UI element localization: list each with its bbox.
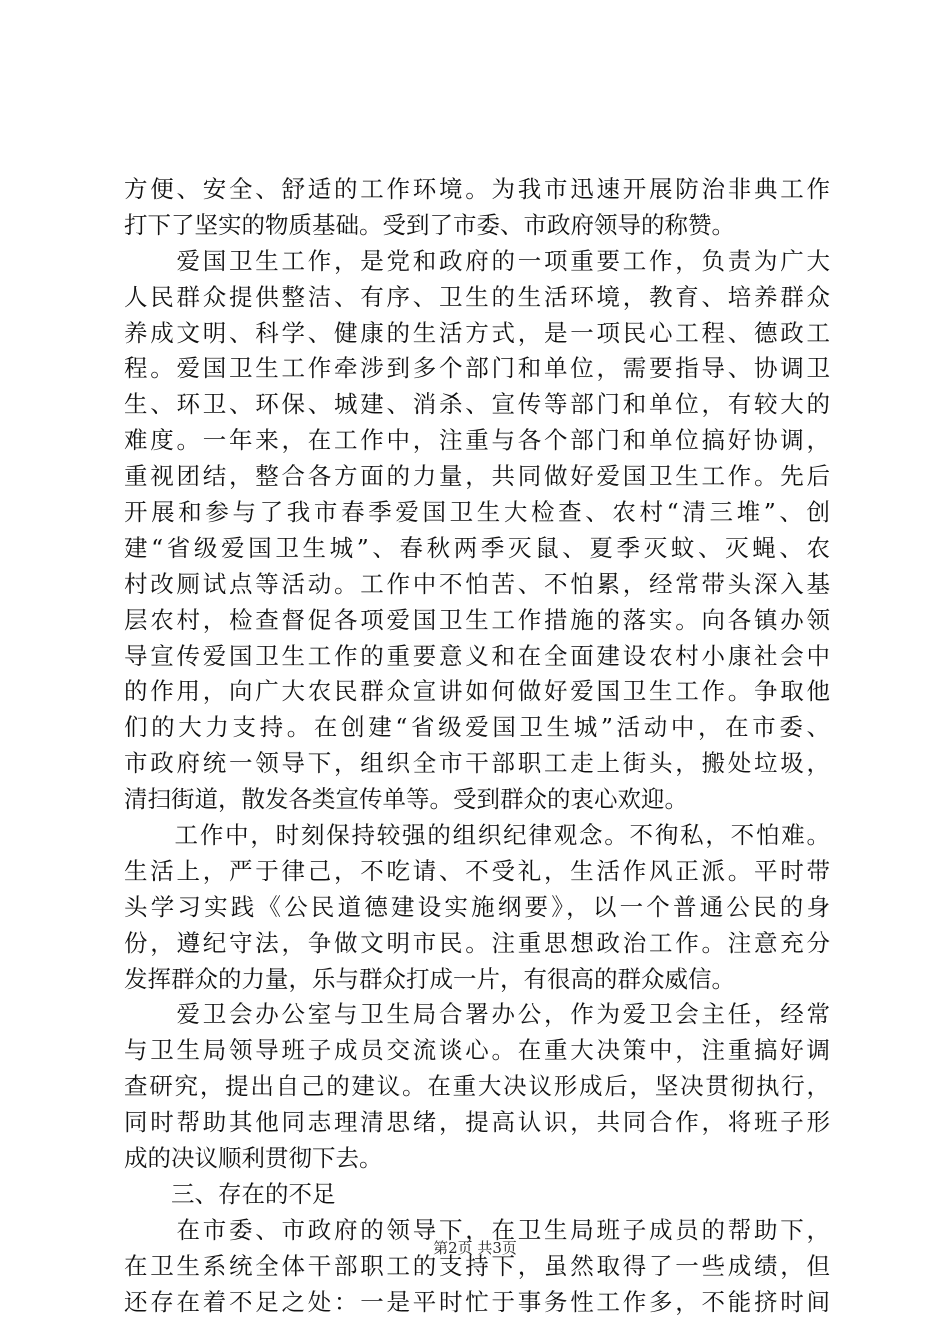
text-line: 难度。一年来，在工作中，注重与各个部门和单位搞好协调，	[124, 426, 830, 455]
text-line: 生活上，严于律己，不吃请、不受礼，生活作风正派。平时带	[124, 856, 830, 885]
text-line: 人民群众提供整洁、有序、卫生的生活环境，教育、培养群众	[124, 282, 830, 311]
text-line: 的作用，向广大农民群众宣讲如何做好爱国卫生工作。争取他	[124, 677, 830, 706]
text-line: 还存在着不足之处：一是平时忙于事务性工作多，不能挤时间	[124, 1287, 830, 1316]
text-line: 重视团结，整合各方面的力量，共同做好爱国卫生工作。先后	[124, 462, 830, 491]
text-line: 清扫街道，散发各类宣传单等。受到群众的衷心欢迎。	[124, 785, 688, 814]
text-line: 查研究，提出自己的建议。在重大决议形成后，坚决贯彻执行，	[124, 1072, 830, 1101]
text-line: 三、存在的不足	[124, 1179, 336, 1208]
text-line: 爱国卫生工作，是党和政府的一项重要工作，负责为广大	[124, 246, 830, 275]
text-line: 村改厕试点等活动。工作中不怕苦、不怕累，经常带头深入基	[124, 569, 830, 598]
text-line: 爱卫会办公室与卫生局合署办公，作为爱卫会主任，经常	[124, 1000, 830, 1029]
text-line: 与卫生局领导班子成员交流谈心。在重大决策中，注重搞好调	[124, 1036, 830, 1065]
text-line: 生、环卫、环保、城建、消杀、宣传等部门和单位，有较大的	[124, 390, 830, 419]
text-line: 养成文明、科学、健康的生活方式，是一项民心工程、德政工	[124, 318, 830, 347]
text-line: 同时帮助其他同志理清思绪，提高认识，共同合作，将班子形	[124, 1108, 830, 1137]
text-line: 工作中，时刻保持较强的组织纪律观念。不徇私，不怕难。	[124, 821, 830, 850]
text-line: 头学习实践《公民道德建设实施纲要》，以一个普通公民的身	[124, 892, 830, 921]
text-line: 们的大力支持。在创建“省级爱国卫生城”活动中，在市委、	[124, 713, 830, 742]
text-line: 发挥群众的力量，乐与群众打成一片，有很高的群众威信。	[124, 964, 735, 993]
body-text	[124, 172, 830, 1321]
text-line: 打下了坚实的物质基础。受到了市委、市政府领导的称赞。	[124, 210, 735, 239]
text-line: 份，遵纪守法，争做文明市民。注重思想政治工作。注意充分	[124, 928, 830, 957]
text-line: 建“省级爱国卫生城”、春秋两季灭鼠、夏季灭蚊、灭蝇、农	[124, 533, 830, 562]
text-line: 导宣传爱国卫生工作的重要意义和在全面建设农村小康社会中	[124, 641, 830, 670]
text-line: 市政府统一领导下，组织全市干部职工走上街头，搬处垃圾，	[124, 749, 830, 778]
text-line: 在卫生系统全体干部职工的支持下，虽然取得了一些成绩，但	[124, 1251, 830, 1280]
text-line: 成的决议顺利贯彻下去。	[124, 1144, 383, 1173]
text-line: 程。爱国卫生工作牵涉到多个部门和单位，需要指导、协调卫	[124, 354, 830, 383]
text-line: 开展和参与了我市春季爱国卫生大检查、农村“清三堆”、创	[124, 498, 830, 527]
text-line: 方便、安全、舒适的工作环境。为我市迅速开展防治非典工作	[124, 175, 830, 203]
page-footer: 第2页 共3页	[433, 1239, 517, 1257]
text-line: 在市委、市政府的领导下，在卫生局班子成员的帮助下，	[124, 1215, 830, 1244]
text-line: 层农村，检查督促各项爱国卫生工作措施的落实。向各镇办领	[124, 605, 830, 634]
